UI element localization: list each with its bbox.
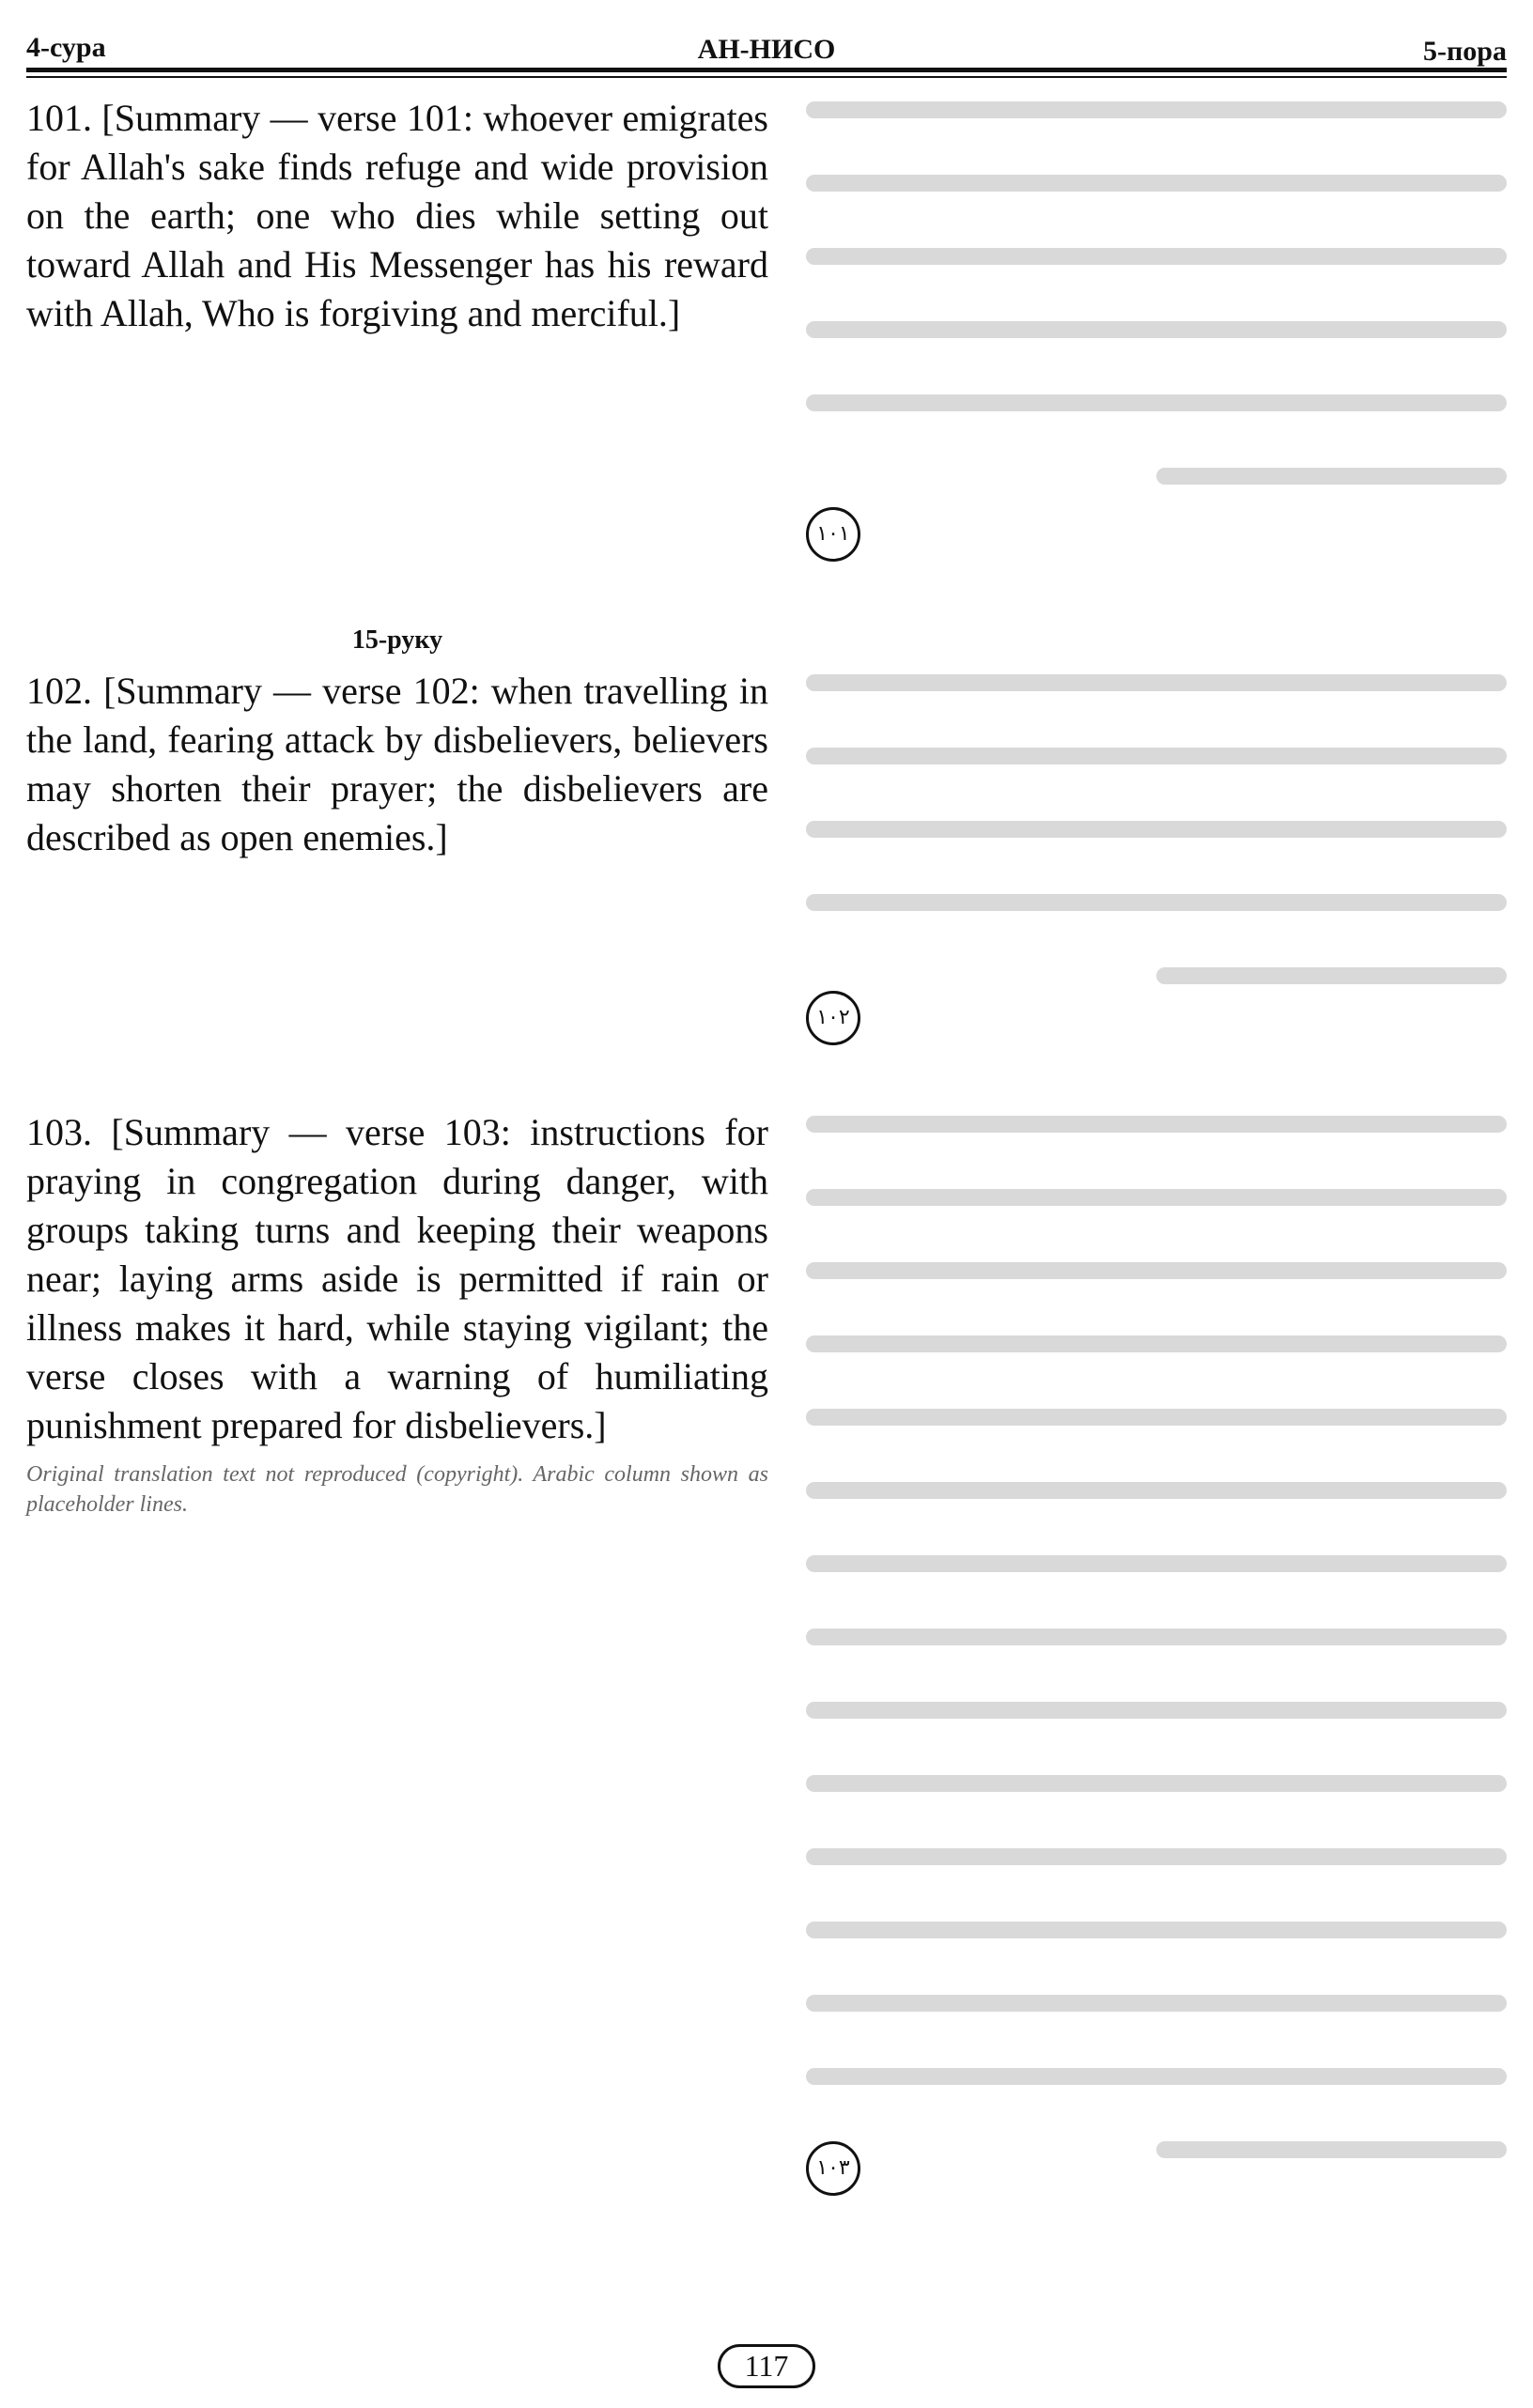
juz-label: 5-пора bbox=[1423, 36, 1507, 67]
verse-end-marker: ١٠٢ bbox=[806, 991, 860, 1045]
verse-number: 103. bbox=[26, 1111, 92, 1153]
verse-number: 101. bbox=[26, 97, 92, 139]
ruku-heading: 15-руку bbox=[351, 625, 443, 655]
verse-translation bbox=[26, 667, 768, 862]
surah-label: 4-сура bbox=[26, 32, 106, 63]
arabic-text-placeholder bbox=[806, 674, 1507, 1041]
verse-block-103 bbox=[26, 1108, 1507, 2310]
header-rule bbox=[26, 68, 1507, 72]
copyright-note: Original translation text not reproduced (copyright). Arabic column shown as placeholder lines. bbox=[26, 1462, 768, 1517]
verse-block-101 bbox=[26, 94, 1507, 601]
verse-block-102 bbox=[26, 667, 1507, 1080]
verse-number: 102. bbox=[26, 670, 92, 712]
page-number-box bbox=[0, 2344, 1533, 2388]
surah-title: АН-НИСО bbox=[697, 34, 836, 65]
arabic-text-placeholder bbox=[806, 101, 1507, 541]
verse-end-marker: ١٠٣ bbox=[806, 2141, 860, 2196]
verse-summary: [Summary — verse 101: whoever emigrates for Allah's sake finds refuge and wide provision on the earth; one who dies while setting out toward Allah and His Messenger has his reward with Allah, Who is forgiving and merciful.] bbox=[26, 97, 769, 334]
verse-summary: [Summary — verse 103: instructions for praying in congregation during danger, with groups taking turns and keeping their weapons near; laying arms aside is permitted if rain or illness makes it hard, while staying vigilant; the verse closes with a warning of humiliating punishment prepared for disbelievers.] bbox=[26, 1111, 768, 1446]
verse-translation bbox=[26, 1108, 768, 1520]
header-rule-thin bbox=[26, 76, 1507, 78]
verse-summary: [Summary — verse 102: when travelling in the land, fearing attack by disbelievers, believers may shorten their prayer; the disbelievers are described as open enemies.] bbox=[26, 670, 768, 858]
page-header bbox=[26, 26, 1507, 71]
verse-translation bbox=[26, 94, 768, 338]
arabic-text-placeholder bbox=[806, 1116, 1507, 2215]
page-number: 117 bbox=[718, 2344, 816, 2388]
verse-end-marker: ١٠١ bbox=[806, 507, 860, 562]
